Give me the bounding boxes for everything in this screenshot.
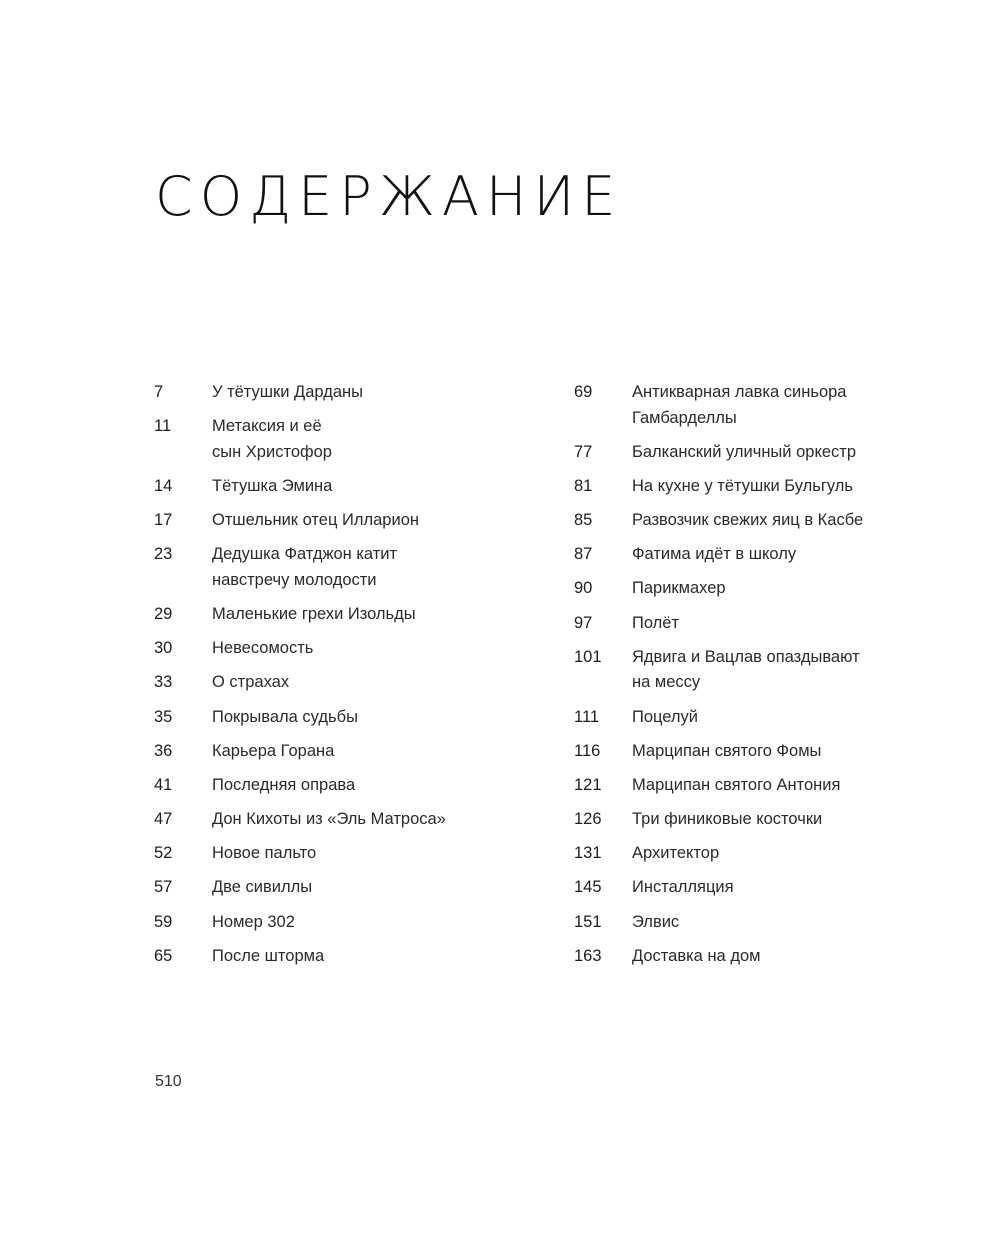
toc-entry-title: Три финиковые косточки [632,810,823,829]
toc-entry-title: Элвис [632,912,680,931]
toc-entry [574,542,894,568]
toc-entry-page: 163 [574,946,602,965]
toc-entry-page: 87 [574,545,593,564]
toc-entry-page: 85 [574,511,593,530]
toc-entry-title: Тётушка Эмина [212,476,333,495]
toc-entry-title: Архитектор [632,844,720,863]
toc-entry [574,875,894,901]
toc-entry-page: 90 [574,579,593,598]
toc-entry-page: 57 [154,878,173,897]
toc-entry-page: 151 [574,912,602,931]
toc-column-left [154,380,514,978]
toc-entry-page: 81 [574,476,593,495]
toc-column-right [574,380,894,978]
toc-entry-page: 131 [574,844,602,863]
toc-entry [574,841,894,867]
toc-entry-title: У тётушки Дарданы [212,383,363,401]
toc-entry-page: 35 [154,707,173,726]
toc-entry [154,474,514,500]
toc-entry-title: Антикварная лавка синьора Гамбарделлы [632,383,847,427]
toc-entry-title: Фатима идёт в школу [632,545,797,564]
toc-entry-title: Инсталляция [632,878,734,897]
toc-entry [154,739,514,765]
toc-entry-title: Полёт [632,613,680,632]
toc-entry-title: Марципан святого Антония [632,775,841,794]
toc-entry-title: Карьера Горана [212,741,335,760]
toc-entry-page: 14 [154,476,173,495]
toc-entry-page: 145 [574,878,602,897]
toc-entry-page: 23 [154,545,173,564]
toc-entry-page: 17 [154,511,173,530]
page-title: СОДЕРЖАНИЕ [155,165,623,228]
toc-entry [574,440,894,466]
toc-entry-page: 59 [154,912,173,931]
toc-entry-title: Балканский уличный оркестр [632,442,857,461]
toc-entry-title: Две сивиллы [212,878,313,897]
toc-entry-page: 126 [574,810,602,829]
toc-entry [574,773,894,799]
toc-entry-page: 33 [154,673,173,692]
toc-entry-title: Дедушка Фатджон катит навстречу молодости [212,545,398,589]
toc-entry [574,705,894,731]
toc-entry [154,602,514,628]
toc-entry [574,611,894,637]
toc-entry-title: Поцелуй [632,707,699,726]
toc-entry [154,773,514,799]
toc-entry [574,474,894,500]
toc-entry-title: Покрывала судьбы [212,707,358,726]
toc-entry-page: 52 [154,844,173,863]
toc-entry [574,508,894,534]
toc-entry-title: Ядвига и Вацлав опаздывают на мессу [632,647,860,692]
toc-entry-page: 69 [574,383,593,401]
toc-entry [154,670,514,696]
toc-entry-page: 47 [154,810,173,829]
toc-entry-page: 11 [154,417,172,436]
page-number: 510 [155,1073,182,1090]
toc-entry [574,645,894,696]
toc-entry [154,636,514,662]
toc-entry-title: Метаксия и её сын Христофор [212,417,332,461]
toc-entry [154,841,514,867]
toc-entry-title: Парикмахер [632,579,726,598]
toc-entry-page: 41 [154,775,173,794]
toc-entry-title: О страхах [212,673,290,692]
toc-entry-page: 77 [574,442,593,461]
toc-entry-page: 101 [574,647,602,666]
toc-entry [574,380,894,431]
toc-entry-page: 36 [154,741,173,760]
toc-entry-title: Доставка на дом [632,946,761,965]
toc-entry [154,944,514,970]
toc-entry [154,542,514,593]
toc-entry [154,910,514,936]
toc-entry [154,705,514,731]
toc-entry-title: Новое пальто [212,844,317,863]
toc-entry-page: 7 [154,383,164,401]
toc-entry-title: Марципан святого Фомы [632,741,822,760]
toc-entry-title: Невесомость [212,639,314,658]
toc-entry [154,875,514,901]
toc-entry [154,380,514,406]
toc-entry [154,508,514,534]
toc-entry-title: Маленькие грехи Изольды [212,604,416,623]
toc-entry [154,414,514,465]
toc-entry [154,807,514,833]
toc-entry-title: Последняя оправа [212,775,356,794]
toc-entry-title: На кухне у тётушки Бульгуль [632,476,853,495]
toc-entry [574,576,894,602]
toc-entry-page: 65 [154,946,173,965]
toc-entry-page: 97 [574,613,593,632]
toc-entry [574,807,894,833]
toc-entry [574,944,894,970]
toc-entry-page: 111 [574,707,600,726]
toc-entry [574,910,894,936]
toc-entry-title: Дон Кихоты из «Эль Матроса» [212,810,446,829]
toc-entry-page: 30 [154,639,173,658]
toc-entry-title: Отшельник отец Илларион [212,511,419,530]
toc-entry-page: 116 [574,741,601,760]
toc-entry-page: 29 [154,604,173,623]
toc-entry-page: 121 [574,775,602,794]
toc-entry [574,739,894,765]
toc-entry-title: После шторма [212,946,325,965]
toc-entry-title: Развозчик свежих яиц в Касбе [632,511,864,530]
toc-entry-title: Номер 302 [212,912,295,931]
